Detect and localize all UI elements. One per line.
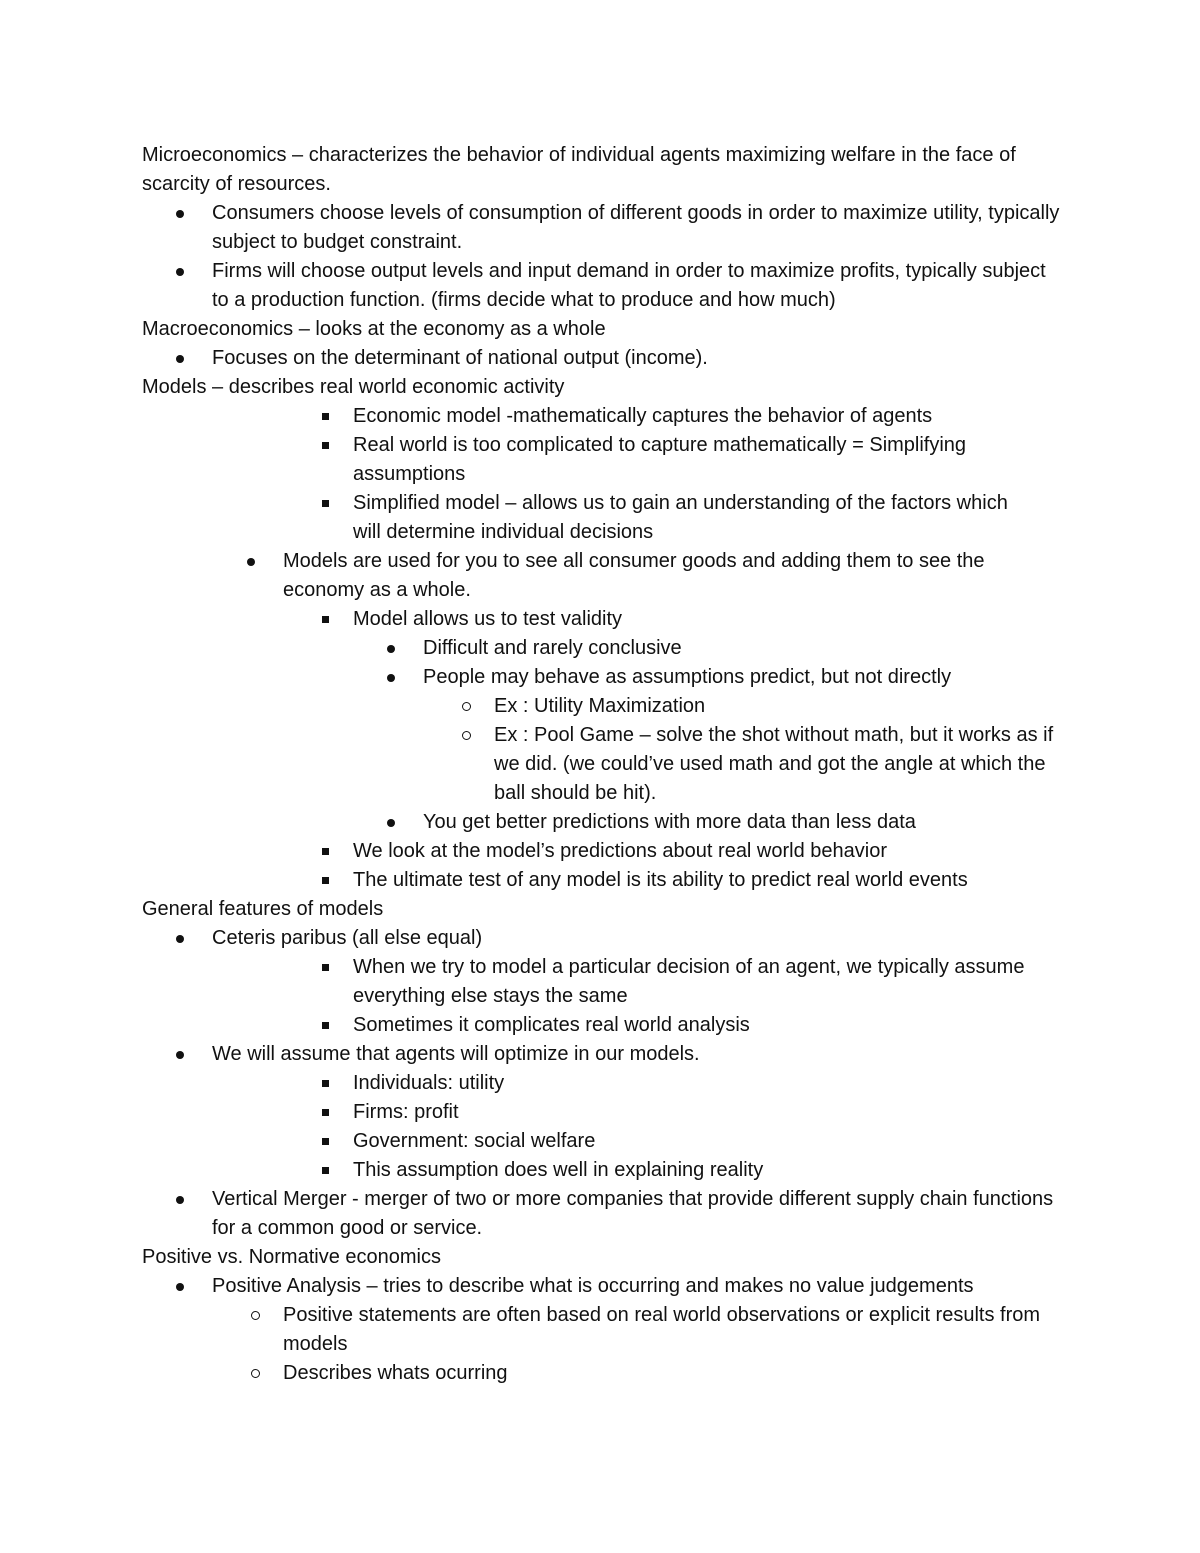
list-item-text: Ex : Utility Maximization xyxy=(494,695,706,717)
list-item-text: People may behave as assumptions predict, but not directly xyxy=(423,666,952,688)
bullet-square-icon xyxy=(319,431,331,460)
list-item xyxy=(353,605,1033,634)
paragraph-microeconomics xyxy=(142,141,1042,199)
list-item-text: Ex : Pool Game – solve the shot without math, but it works as if we did. (we could’ve used math and got the angle at which the ball should be hit). xyxy=(494,724,1054,804)
paragraph-text: Models – describes real world economic activity xyxy=(142,376,565,398)
list-item-text: Real world is too complicated to capture mathematically = Simplifying assumptions xyxy=(353,434,967,485)
list-item-text: Sometimes it complicates real world analysis xyxy=(353,1014,750,1036)
bullet-dot-icon xyxy=(385,634,397,663)
bullet-square-icon xyxy=(319,866,331,895)
list-item xyxy=(212,1272,1062,1301)
list-item-text: Simplified model – allows us to gain an understanding of the factors which will determine individual decisions xyxy=(353,492,1008,543)
list-item xyxy=(423,634,1043,663)
bullet-dot-icon xyxy=(174,199,186,228)
bullet-square-icon xyxy=(319,1011,331,1040)
bullet-square-icon xyxy=(319,837,331,866)
list-item-text: Firms: profit xyxy=(353,1101,459,1123)
bullet-dot-icon xyxy=(174,257,186,286)
list-item-text: Positive Analysis – tries to describe what is occurring and makes no value judgements xyxy=(212,1275,974,1297)
bullet-dot-icon xyxy=(385,663,397,692)
list-item-text: Model allows us to test validity xyxy=(353,608,623,630)
bullet-dot-icon xyxy=(245,547,257,576)
list-item xyxy=(353,402,1033,431)
list-item-text: Focuses on the determinant of national output (income). xyxy=(212,347,708,369)
list-item xyxy=(423,663,1043,692)
list-item-text: Firms will choose output levels and input demand in order to maximize profits, typically subject to a production function. (firms decide what to produce and how much) xyxy=(212,260,1046,311)
list-item-text: The ultimate test of any model is its ability to predict real world events xyxy=(353,869,968,891)
bullet-dot-icon xyxy=(174,1185,186,1214)
bullet-dot-icon xyxy=(174,1040,186,1069)
bullet-dot-icon xyxy=(385,808,397,837)
bullet-circle-icon xyxy=(460,692,472,721)
list-item-text: We look at the model’s predictions about real world behavior xyxy=(353,840,888,862)
list-item xyxy=(494,692,1054,721)
bullet-square-icon xyxy=(319,1069,331,1098)
list-item xyxy=(212,344,1062,373)
paragraph-general-features xyxy=(142,895,1042,924)
list-item xyxy=(353,866,1033,895)
list-item-text: Individuals: utility xyxy=(353,1072,505,1094)
list-item xyxy=(353,1098,1033,1127)
list-item-text: Describes whats ocurring xyxy=(283,1362,508,1384)
list-item xyxy=(283,547,1053,605)
bullet-square-icon xyxy=(319,605,331,634)
list-item-text: Government: social welfare xyxy=(353,1130,596,1152)
list-item xyxy=(212,1040,1062,1069)
list-item xyxy=(423,808,1043,837)
list-item xyxy=(353,431,1033,489)
list-item xyxy=(353,837,1033,866)
list-item xyxy=(353,1069,1033,1098)
list-item xyxy=(353,489,1033,547)
list-item-text: Vertical Merger - merger of two or more companies that provide different supply chain functions for a common good or service. xyxy=(212,1188,1054,1239)
list-item-text: Economic model -mathematically captures the behavior of agents xyxy=(353,405,933,427)
paragraph-macroeconomics xyxy=(142,315,1042,344)
bullet-square-icon xyxy=(319,1127,331,1156)
bullet-square-icon xyxy=(319,953,331,982)
list-item xyxy=(283,1359,1063,1388)
list-item-text: Models are used for you to see all consumer goods and adding them to see the economy as a whole. xyxy=(283,550,985,601)
list-item xyxy=(283,1301,1063,1359)
lecture-notes xyxy=(0,141,1200,1388)
list-item xyxy=(212,924,1062,953)
bullet-circle-icon xyxy=(249,1301,261,1330)
list-item xyxy=(353,1011,1033,1040)
list-item-text: You get better predictions with more data than less data xyxy=(423,811,916,833)
list-item-text: When we try to model a particular decision of an agent, we typically assume everything else stays the same xyxy=(353,956,1025,1007)
list-item xyxy=(353,1127,1033,1156)
list-item xyxy=(353,1156,1033,1185)
paragraph-text: Microeconomics – characterizes the behavior of individual agents maximizing welfare in the face of scarcity of resources. xyxy=(142,144,1016,195)
bullet-dot-icon xyxy=(174,1272,186,1301)
list-item xyxy=(212,257,1062,315)
bullet-square-icon xyxy=(319,402,331,431)
paragraph-text: Macroeconomics – looks at the economy as a whole xyxy=(142,318,606,340)
bullet-dot-icon xyxy=(174,344,186,373)
list-item-text: This assumption does well in explaining reality xyxy=(353,1159,764,1181)
list-item-text: Positive statements are often based on real world observations or explicit results from models xyxy=(283,1304,1041,1355)
list-item-text: Consumers choose levels of consumption of different goods in order to maximize utility, typically subject to budget constraint. xyxy=(212,202,1060,253)
paragraph-text: Positive vs. Normative economics xyxy=(142,1246,441,1268)
list-item-text: We will assume that agents will optimize in our models. xyxy=(212,1043,700,1065)
bullet-dot-icon xyxy=(174,924,186,953)
paragraph-models xyxy=(142,373,1042,402)
list-item xyxy=(212,1185,1062,1243)
bullet-square-icon xyxy=(319,1156,331,1185)
list-item-text: Difficult and rarely conclusive xyxy=(423,637,682,659)
list-item xyxy=(494,721,1054,808)
bullet-circle-icon xyxy=(249,1359,261,1388)
bullet-circle-icon xyxy=(460,721,472,750)
paragraph-text: General features of models xyxy=(142,898,384,920)
bullet-square-icon xyxy=(319,1098,331,1127)
list-item xyxy=(212,199,1062,257)
paragraph-positive-normative xyxy=(142,1243,1042,1272)
bullet-square-icon xyxy=(319,489,331,518)
list-item-text: Ceteris paribus (all else equal) xyxy=(212,927,483,949)
list-item xyxy=(353,953,1033,1011)
